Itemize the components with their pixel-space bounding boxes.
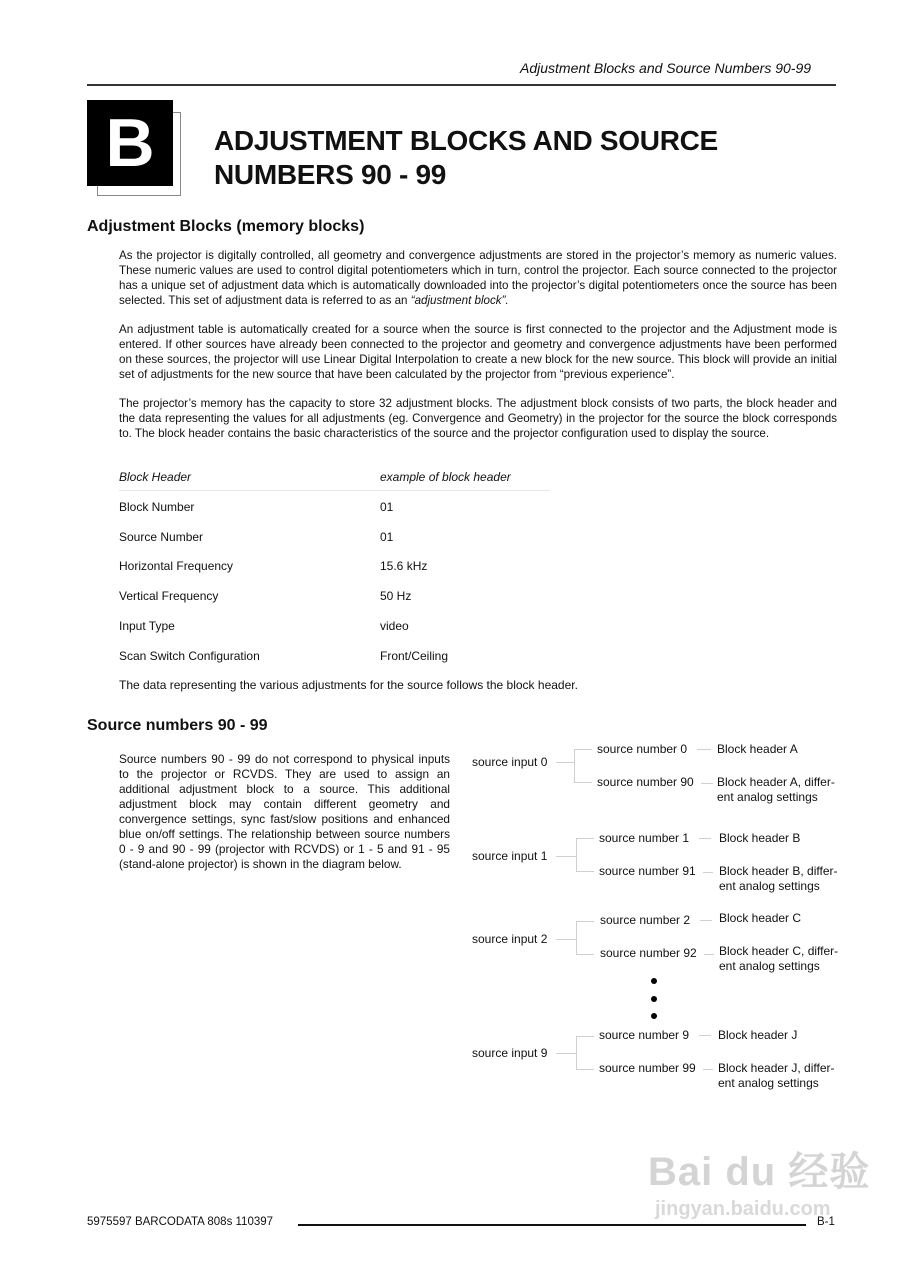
watermark-url: jingyan.baidu.com <box>655 1198 831 1220</box>
block-header-label: Block header A <box>717 742 798 756</box>
paragraph-1-text: As the projector is digitally controlled, all geometry and convergence adjustments are stored in the projector’s memory as numeric values. These numeric values are used to control digital potentiometers which in turn, control the projector. Each source connected to the projector has a unique set of adjustment data which is automatically downloaded into the projector’s digital potentiometers once the source has been selected. This set of adjustment data is referred to as an <box>119 249 837 307</box>
table-cell-label: Input Type <box>119 619 175 633</box>
block-header-label: Block header C <box>719 911 802 925</box>
paragraph-1-emphasis: “adjustment block”. <box>410 294 509 307</box>
source-number-label: source number 90 <box>597 775 694 789</box>
connector-line <box>556 939 576 940</box>
ellipsis-dot-icon <box>651 978 657 984</box>
table-cell-value: video <box>380 619 409 633</box>
block-header-alt-label <box>719 864 838 894</box>
source-number-label: source number 0 <box>597 742 688 756</box>
connector-line <box>576 954 594 955</box>
connector-line <box>576 838 577 872</box>
connector-line <box>556 856 576 857</box>
table-cell-value: 15.6 kHz <box>380 559 428 573</box>
page-number: B-1 <box>817 1216 835 1228</box>
section-heading-source-numbers: Source numbers 90 - 99 <box>87 717 268 734</box>
block-header-alt-line2: ent analog settings <box>717 790 818 804</box>
connector-line <box>699 838 711 839</box>
block-header-alt-label <box>718 1061 835 1091</box>
block-header-alt-line1: Block header B, differ- <box>719 864 838 878</box>
block-header-alt-label <box>717 775 835 805</box>
table-row <box>119 559 549 575</box>
block-header-alt-line2: ent analog settings <box>719 879 820 893</box>
source-numbers-paragraph: Source numbers 90 - 99 do not correspond to physical inputs to the projector or RCVDS. They are used to assign an additional adjustment block to a source. This additional adjustment block may contain different geometry and convergence settings, sync fast/slow positions and enhanced blue on/off settings. The relationship between source numbers 0 - 9 and 90 - 99 (projector with RCVDS) or 1 - 5 and 91 - 95 (stand-alone projector) is shown in the diagram below. <box>119 752 450 871</box>
source-number-label: source number 2 <box>600 913 691 927</box>
block-header-alt-line2: ent analog settings <box>718 1076 819 1090</box>
section-heading-adjustment-blocks: Adjustment Blocks (memory blocks) <box>87 218 365 235</box>
chapter-title-line1: ADJUSTMENT BLOCKS AND SOURCE <box>214 125 718 156</box>
source-input-label: source input 2 <box>472 932 548 946</box>
connector-line <box>701 783 713 784</box>
paragraph-3: The projector’s memory has the capacity to store 32 adjustment blocks. The adjustment block consists of two parts, the block header and the data representing the values for all adjustments (eg. Convergence and Geometry) in the projector for the source the block corresponds to. The block header contains the basic characteristics of the source and the projector configuration used to display the source. <box>119 397 837 440</box>
block-header-alt-line1: Block header C, differ- <box>719 944 839 958</box>
connector-line <box>576 871 594 872</box>
table-cell-value: 50 Hz <box>380 589 412 603</box>
chapter-title-line2: NUMBERS 90 - 99 <box>214 159 447 190</box>
block-header-alt-line1: Block header J, differ- <box>718 1061 835 1075</box>
paragraph-2: An adjustment table is automatically created for a source when the source is first connected to the projector and the Adjustment mode is entered. If other sources have already been connected to the projector and geometry and convergence adjustments have been performed on these sources, the projector will use Linear Digital Interpolation to create a new block for the new source. This block will provide an initial set of adjustments for the new source that have been calculated by the projector from “previous experience”. <box>119 323 837 381</box>
source-number-label: source number 1 <box>599 831 690 845</box>
source-number-label: source number 99 <box>599 1061 696 1075</box>
table-cell-label: Source Number <box>119 530 204 544</box>
table-cell-label: Scan Switch Configuration <box>119 649 260 663</box>
table-header-col2: example of block header <box>380 470 511 484</box>
table-cell-label: Vertical Frequency <box>119 589 219 603</box>
source-input-label: source input 0 <box>472 755 548 769</box>
connector-line <box>576 921 594 922</box>
connector-line <box>574 749 575 783</box>
block-header-label: Block header B <box>719 831 801 845</box>
block-header-alt-line1: Block header A, differ- <box>717 775 835 789</box>
ellipsis-dot-icon <box>651 996 657 1002</box>
connector-line <box>697 749 711 750</box>
connector-line <box>574 749 592 750</box>
footer-doc-id: 5975597 BARCODATA 808s 110397 <box>87 1216 274 1228</box>
connector-line <box>574 782 592 783</box>
running-header: Adjustment Blocks and Source Numbers 90-99 <box>520 60 812 76</box>
footer-rule <box>298 1224 806 1226</box>
connector-line <box>556 1053 576 1054</box>
block-header-label: Block header J <box>718 1028 798 1042</box>
connector-line <box>556 762 574 763</box>
table-header-rule <box>119 490 550 491</box>
table-row <box>119 530 549 546</box>
table-cell-value: Front/Ceiling <box>380 649 449 663</box>
table-cell-label: Horizontal Frequency <box>119 559 234 573</box>
connector-line <box>699 1035 711 1036</box>
source-input-label: source input 1 <box>472 849 548 863</box>
table-row <box>119 619 549 635</box>
connector-line <box>703 872 713 873</box>
connector-line <box>704 954 714 955</box>
source-number-label: source number 92 <box>600 946 697 960</box>
connector-line <box>703 1069 713 1070</box>
table-row <box>119 649 549 665</box>
table-row <box>119 589 549 605</box>
watermark-logo: Bai du 经验 <box>648 1150 871 1194</box>
table-header-col1: Block Header <box>119 470 192 484</box>
source-number-label: source number 91 <box>599 864 696 878</box>
block-header-alt-line2: ent analog settings <box>719 959 820 973</box>
chapter-title <box>214 124 718 192</box>
connector-line <box>576 921 577 955</box>
ellipsis-dot-icon <box>651 1013 657 1019</box>
connector-line <box>576 1036 594 1037</box>
table-cell-value: 01 <box>380 500 394 514</box>
block-header-alt-label <box>719 944 838 974</box>
connector-line <box>576 1069 594 1070</box>
table-header-row <box>119 470 549 486</box>
source-input-label: source input 9 <box>472 1046 548 1060</box>
header-rule <box>87 84 836 86</box>
source-number-label: source number 9 <box>599 1028 690 1042</box>
connector-line <box>700 920 712 921</box>
table-cell-label: Block Number <box>119 500 195 514</box>
table-cell-value: 01 <box>380 530 394 544</box>
connector-line <box>576 1036 577 1070</box>
table-closing-note: The data representing the various adjustments for the source follows the block header. <box>119 678 578 692</box>
paragraph-1 <box>119 248 837 308</box>
table-row <box>119 500 549 516</box>
chapter-letter-logo: B <box>87 100 173 186</box>
connector-line <box>576 838 594 839</box>
